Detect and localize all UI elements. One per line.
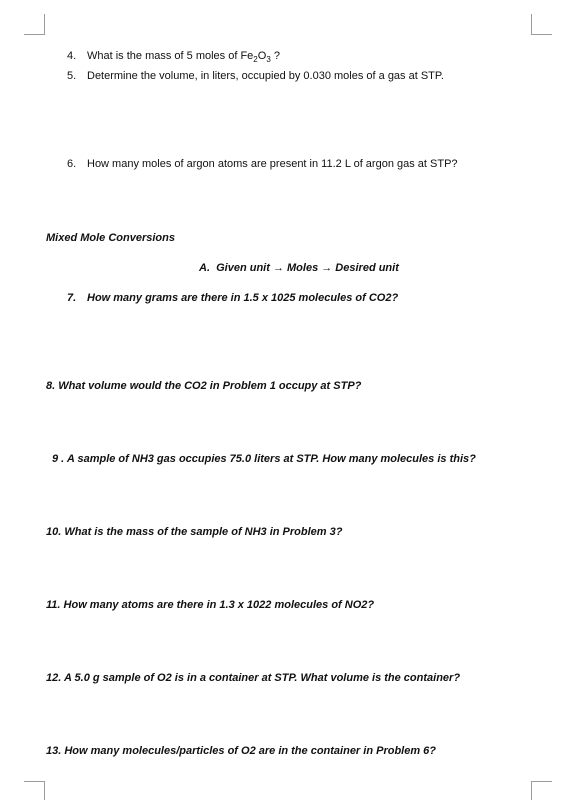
question-5 <box>67 69 444 83</box>
question-text: O <box>257 50 267 62</box>
question-number: 6. <box>67 158 77 170</box>
question-12: 12. A 5.0 g sample of O2 is in a container at STP. What volume is the container? <box>46 672 461 684</box>
subscript: 2 <box>253 55 258 64</box>
question-6 <box>67 157 458 171</box>
question-7 <box>67 291 398 305</box>
question-text: How many grams are there in 1.5 x 1025 molecules of CO2? <box>87 292 399 304</box>
question-text: Determine the volume, in liters, occupied by 0.030 moles of a gas at STP. <box>87 70 444 82</box>
crop-mark-bottom-right <box>531 781 552 800</box>
section-title: Mixed Mole Conversions <box>46 232 175 244</box>
question-11: 11. How many atoms are there in 1.3 x 1022 molecules of NO2? <box>46 599 375 611</box>
subscript: 3 <box>266 55 271 64</box>
question-number: 5. <box>67 70 77 82</box>
question-13: 13. How many molecules/particles of O2 are in the container in Problem 6? <box>46 745 437 757</box>
crop-mark-top-left <box>24 14 45 35</box>
crop-mark-bottom-left <box>24 781 45 800</box>
section-subheading <box>199 261 399 275</box>
question-10: 10. What is the mass of the sample of NH3 in Problem 3? <box>46 526 343 538</box>
crop-mark-top-right <box>531 14 552 35</box>
question-8: 8. What volume would the CO2 in Problem 1 occupy at STP? <box>46 380 362 392</box>
subheading-label: A. <box>199 262 210 274</box>
question-text: What is the mass of 5 moles of Fe <box>87 50 254 62</box>
subheading-text: Given unit → Moles → Desired unit <box>216 262 399 274</box>
question-number: 7. <box>67 292 77 304</box>
question-9: 9 . A sample of NH3 gas occupies 75.0 liters at STP. How many molecules is this? <box>52 453 476 465</box>
question-number: 4. <box>67 50 77 62</box>
question-text: ? <box>270 50 280 62</box>
question-4 <box>67 49 280 63</box>
question-text: How many moles of argon atoms are present in 11.2 L of argon gas at STP? <box>87 158 458 170</box>
